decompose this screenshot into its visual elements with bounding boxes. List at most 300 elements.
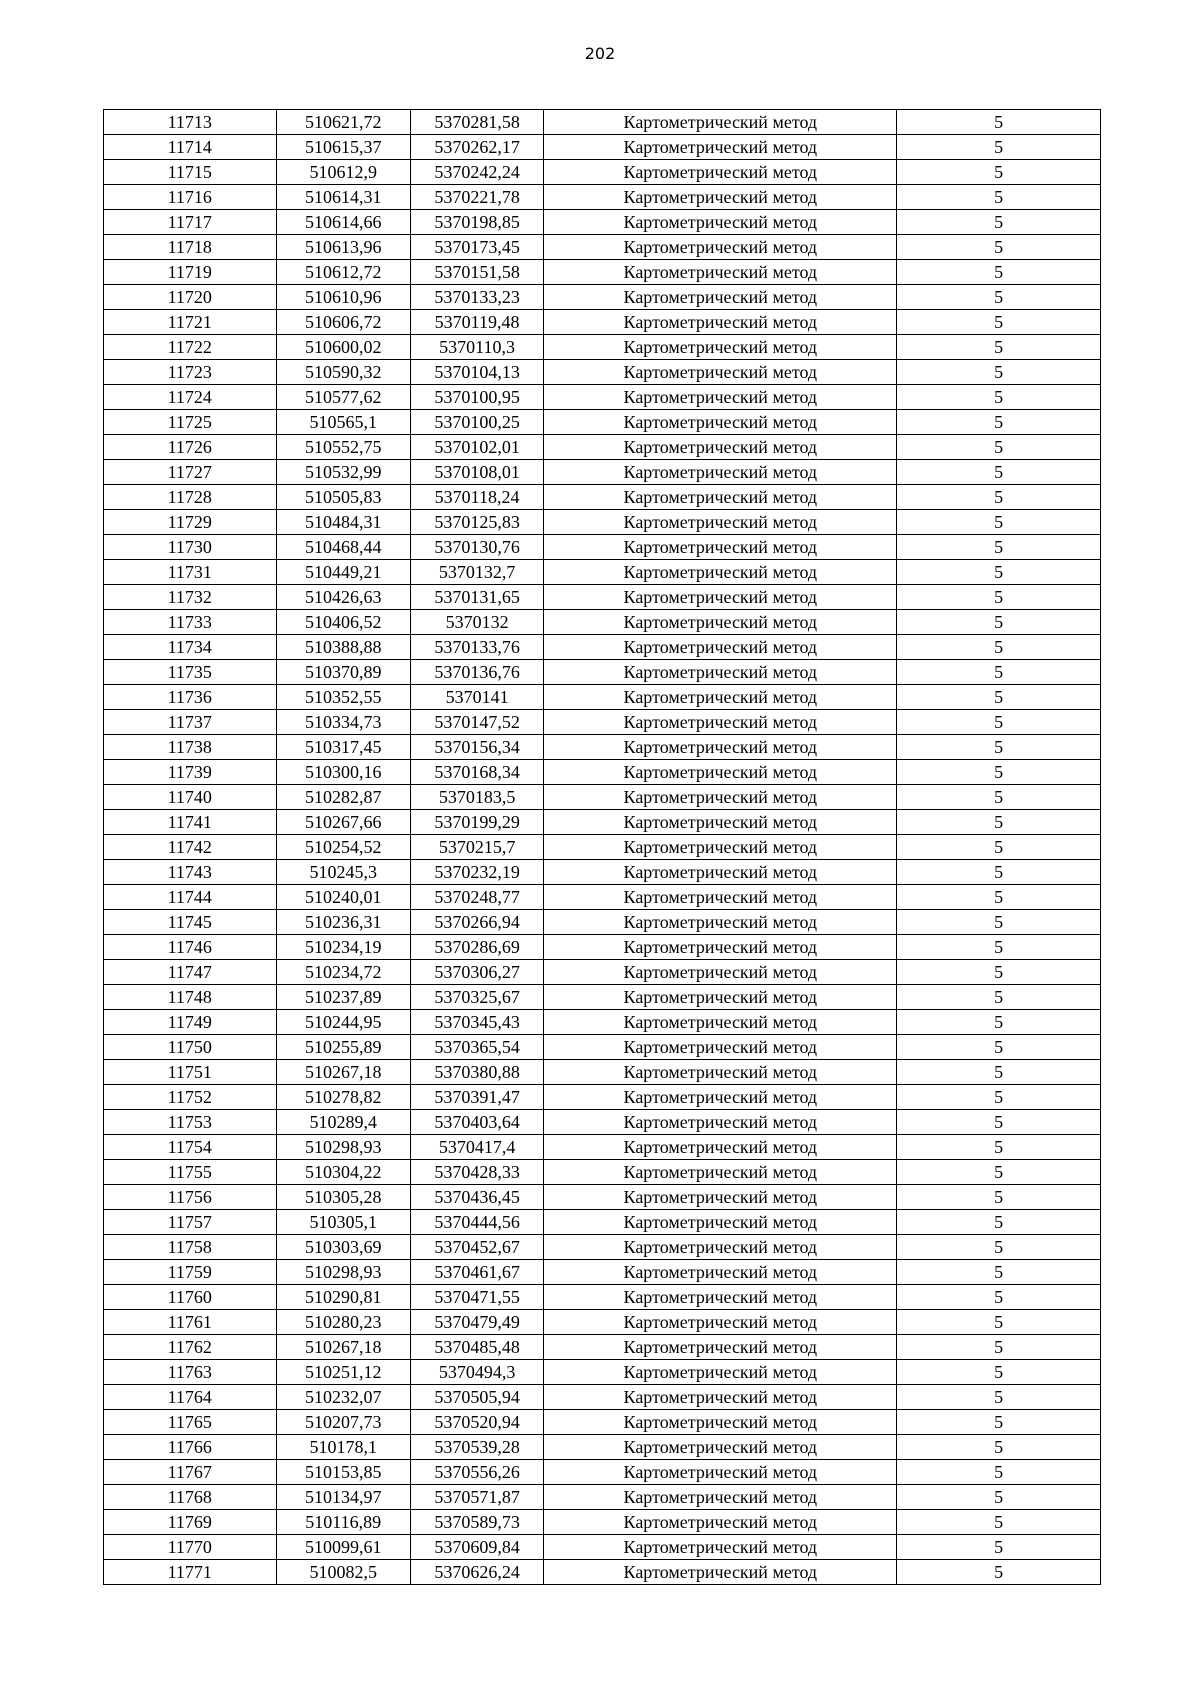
y-coordinate-cell: 5370215,7 (410, 835, 543, 860)
x-coordinate-cell: 510267,66 (276, 810, 410, 835)
x-coordinate-cell: 510304,22 (276, 1160, 410, 1185)
point-number-cell: 11728 (104, 485, 277, 510)
y-coordinate-cell: 5370345,43 (410, 1010, 543, 1035)
y-coordinate-cell: 5370147,52 (410, 710, 543, 735)
x-coordinate-cell: 510370,89 (276, 660, 410, 685)
accuracy-cell: 5 (897, 985, 1101, 1010)
y-coordinate-cell: 5370325,67 (410, 985, 543, 1010)
method-cell: Картометрический метод (544, 1510, 897, 1535)
table-row (104, 760, 1101, 785)
table-row (104, 110, 1101, 135)
method-cell: Картометрический метод (544, 835, 897, 860)
accuracy-cell: 5 (897, 1135, 1101, 1160)
x-coordinate-cell: 510267,18 (276, 1335, 410, 1360)
table-row (104, 1185, 1101, 1210)
point-number-cell: 11726 (104, 435, 277, 460)
x-coordinate-cell: 510590,32 (276, 360, 410, 385)
x-coordinate-cell: 510082,5 (276, 1560, 410, 1585)
y-coordinate-cell: 5370505,94 (410, 1385, 543, 1410)
point-number-cell: 11718 (104, 235, 277, 260)
y-coordinate-cell: 5370281,58 (410, 110, 543, 135)
y-coordinate-cell: 5370102,01 (410, 435, 543, 460)
table-row (104, 1135, 1101, 1160)
y-coordinate-cell: 5370130,76 (410, 535, 543, 560)
y-coordinate-cell: 5370104,13 (410, 360, 543, 385)
x-coordinate-cell: 510282,87 (276, 785, 410, 810)
method-cell: Картометрический метод (544, 935, 897, 960)
accuracy-cell: 5 (897, 1110, 1101, 1135)
y-coordinate-cell: 5370403,64 (410, 1110, 543, 1135)
y-coordinate-cell: 5370118,24 (410, 485, 543, 510)
point-number-cell: 11768 (104, 1485, 277, 1510)
accuracy-cell: 5 (897, 485, 1101, 510)
method-cell: Картометрический метод (544, 560, 897, 585)
method-cell: Картометрический метод (544, 1435, 897, 1460)
table-row (104, 1460, 1101, 1485)
accuracy-cell: 5 (897, 1485, 1101, 1510)
y-coordinate-cell: 5370444,56 (410, 1210, 543, 1235)
x-coordinate-cell: 510298,93 (276, 1135, 410, 1160)
point-number-cell: 11763 (104, 1360, 277, 1385)
y-coordinate-cell: 5370589,73 (410, 1510, 543, 1535)
point-number-cell: 11745 (104, 910, 277, 935)
table-row (104, 535, 1101, 560)
method-cell: Картометрический метод (544, 735, 897, 760)
point-number-cell: 11720 (104, 285, 277, 310)
y-coordinate-cell: 5370198,85 (410, 210, 543, 235)
x-coordinate-cell: 510565,1 (276, 410, 410, 435)
method-cell: Картометрический метод (544, 660, 897, 685)
point-number-cell: 11760 (104, 1285, 277, 1310)
y-coordinate-cell: 5370168,34 (410, 760, 543, 785)
table-row (104, 1535, 1101, 1560)
point-number-cell: 11737 (104, 710, 277, 735)
table-row (104, 485, 1101, 510)
x-coordinate-cell: 510099,61 (276, 1535, 410, 1560)
accuracy-cell: 5 (897, 1085, 1101, 1110)
method-cell: Картометрический метод (544, 710, 897, 735)
point-number-cell: 11721 (104, 310, 277, 335)
x-coordinate-cell: 510278,82 (276, 1085, 410, 1110)
method-cell: Картометрический метод (544, 260, 897, 285)
table-row (104, 1510, 1101, 1535)
x-coordinate-cell: 510406,52 (276, 610, 410, 635)
table-row (104, 1085, 1101, 1110)
point-number-cell: 11730 (104, 535, 277, 560)
accuracy-cell: 5 (897, 635, 1101, 660)
point-number-cell: 11753 (104, 1110, 277, 1135)
x-coordinate-cell: 510600,02 (276, 335, 410, 360)
table-row (104, 210, 1101, 235)
method-cell: Картометрический метод (544, 1210, 897, 1235)
table-row (104, 385, 1101, 410)
point-number-cell: 11722 (104, 335, 277, 360)
table-row (104, 1235, 1101, 1260)
method-cell: Картометрический метод (544, 160, 897, 185)
point-number-cell: 11729 (104, 510, 277, 535)
table-row (104, 1210, 1101, 1235)
accuracy-cell: 5 (897, 185, 1101, 210)
accuracy-cell: 5 (897, 1385, 1101, 1410)
y-coordinate-cell: 5370380,88 (410, 1060, 543, 1085)
x-coordinate-cell: 510240,01 (276, 885, 410, 910)
x-coordinate-cell: 510234,19 (276, 935, 410, 960)
method-cell: Картометрический метод (544, 985, 897, 1010)
y-coordinate-cell: 5370262,17 (410, 135, 543, 160)
point-number-cell: 11715 (104, 160, 277, 185)
x-coordinate-cell: 510615,37 (276, 135, 410, 160)
method-cell: Картометрический метод (544, 860, 897, 885)
x-coordinate-cell: 510300,16 (276, 760, 410, 785)
y-coordinate-cell: 5370151,58 (410, 260, 543, 285)
accuracy-cell: 5 (897, 160, 1101, 185)
x-coordinate-cell: 510178,1 (276, 1435, 410, 1460)
table-row (104, 260, 1101, 285)
y-coordinate-cell: 5370100,25 (410, 410, 543, 435)
y-coordinate-cell: 5370609,84 (410, 1535, 543, 1560)
method-cell: Картометрический метод (544, 1285, 897, 1310)
y-coordinate-cell: 5370133,23 (410, 285, 543, 310)
accuracy-cell: 5 (897, 660, 1101, 685)
point-number-cell: 11767 (104, 1460, 277, 1485)
table-row (104, 410, 1101, 435)
table-row (104, 810, 1101, 835)
method-cell: Картометрический метод (544, 635, 897, 660)
point-number-cell: 11771 (104, 1560, 277, 1585)
accuracy-cell: 5 (897, 235, 1101, 260)
x-coordinate-cell: 510289,4 (276, 1110, 410, 1135)
y-coordinate-cell: 5370156,34 (410, 735, 543, 760)
table-row (104, 185, 1101, 210)
table-row (104, 935, 1101, 960)
table-row (104, 1035, 1101, 1060)
method-cell: Картометрический метод (544, 135, 897, 160)
accuracy-cell: 5 (897, 1285, 1101, 1310)
point-number-cell: 11738 (104, 735, 277, 760)
method-cell: Картометрический метод (544, 960, 897, 985)
y-coordinate-cell: 5370199,29 (410, 810, 543, 835)
accuracy-cell: 5 (897, 735, 1101, 760)
accuracy-cell: 5 (897, 1335, 1101, 1360)
table-row (104, 860, 1101, 885)
point-number-cell: 11764 (104, 1385, 277, 1410)
point-number-cell: 11742 (104, 835, 277, 860)
point-number-cell: 11716 (104, 185, 277, 210)
point-number-cell: 11749 (104, 1010, 277, 1035)
method-cell: Картометрический метод (544, 110, 897, 135)
y-coordinate-cell: 5370108,01 (410, 460, 543, 485)
y-coordinate-cell: 5370494,3 (410, 1360, 543, 1385)
table-row (104, 635, 1101, 660)
y-coordinate-cell: 5370556,26 (410, 1460, 543, 1485)
method-cell: Картометрический метод (544, 510, 897, 535)
method-cell: Картометрический метод (544, 810, 897, 835)
y-coordinate-cell: 5370100,95 (410, 385, 543, 410)
x-coordinate-cell: 510237,89 (276, 985, 410, 1010)
x-coordinate-cell: 510267,18 (276, 1060, 410, 1085)
point-number-cell: 11757 (104, 1210, 277, 1235)
x-coordinate-cell: 510116,89 (276, 1510, 410, 1535)
table-row (104, 135, 1101, 160)
x-coordinate-cell: 510134,97 (276, 1485, 410, 1510)
y-coordinate-cell: 5370132,7 (410, 560, 543, 585)
table-row (104, 1110, 1101, 1135)
x-coordinate-cell: 510207,73 (276, 1410, 410, 1435)
method-cell: Картометрический метод (544, 1235, 897, 1260)
accuracy-cell: 5 (897, 1260, 1101, 1285)
method-cell: Картометрический метод (544, 335, 897, 360)
coordinates-table-body (104, 110, 1101, 1585)
accuracy-cell: 5 (897, 685, 1101, 710)
point-number-cell: 11770 (104, 1535, 277, 1560)
table-row (104, 1335, 1101, 1360)
y-coordinate-cell: 5370471,55 (410, 1285, 543, 1310)
method-cell: Картометрический метод (544, 1485, 897, 1510)
accuracy-cell: 5 (897, 785, 1101, 810)
accuracy-cell: 5 (897, 1535, 1101, 1560)
x-coordinate-cell: 510280,23 (276, 1310, 410, 1335)
y-coordinate-cell: 5370221,78 (410, 185, 543, 210)
method-cell: Картометрический метод (544, 1335, 897, 1360)
point-number-cell: 11735 (104, 660, 277, 685)
y-coordinate-cell: 5370125,83 (410, 510, 543, 535)
point-number-cell: 11734 (104, 635, 277, 660)
y-coordinate-cell: 5370110,3 (410, 335, 543, 360)
y-coordinate-cell: 5370173,45 (410, 235, 543, 260)
table-row (104, 610, 1101, 635)
method-cell: Картометрический метод (544, 1185, 897, 1210)
accuracy-cell: 5 (897, 610, 1101, 635)
table-row (104, 960, 1101, 985)
method-cell: Картометрический метод (544, 1160, 897, 1185)
accuracy-cell: 5 (897, 1360, 1101, 1385)
point-number-cell: 11759 (104, 1260, 277, 1285)
table-row (104, 1560, 1101, 1585)
y-coordinate-cell: 5370452,67 (410, 1235, 543, 1260)
x-coordinate-cell: 510153,85 (276, 1460, 410, 1485)
point-number-cell: 11731 (104, 560, 277, 585)
point-number-cell: 11723 (104, 360, 277, 385)
table-row (104, 435, 1101, 460)
method-cell: Картометрический метод (544, 460, 897, 485)
coordinates-table (103, 109, 1101, 1585)
x-coordinate-cell: 510334,73 (276, 710, 410, 735)
point-number-cell: 11713 (104, 110, 277, 135)
y-coordinate-cell: 5370286,69 (410, 935, 543, 960)
accuracy-cell: 5 (897, 1435, 1101, 1460)
table-row (104, 1010, 1101, 1035)
point-number-cell: 11748 (104, 985, 277, 1010)
x-coordinate-cell: 510426,63 (276, 585, 410, 610)
accuracy-cell: 5 (897, 210, 1101, 235)
y-coordinate-cell: 5370119,48 (410, 310, 543, 335)
point-number-cell: 11765 (104, 1410, 277, 1435)
method-cell: Картометрический метод (544, 1110, 897, 1135)
table-row (104, 235, 1101, 260)
x-coordinate-cell: 510254,52 (276, 835, 410, 860)
accuracy-cell: 5 (897, 285, 1101, 310)
point-number-cell: 11752 (104, 1085, 277, 1110)
point-number-cell: 11733 (104, 610, 277, 635)
method-cell: Картометрический метод (544, 1385, 897, 1410)
x-coordinate-cell: 510290,81 (276, 1285, 410, 1310)
x-coordinate-cell: 510244,95 (276, 1010, 410, 1035)
accuracy-cell: 5 (897, 1035, 1101, 1060)
table-row (104, 310, 1101, 335)
accuracy-cell: 5 (897, 1410, 1101, 1435)
point-number-cell: 11758 (104, 1235, 277, 1260)
method-cell: Картометрический метод (544, 360, 897, 385)
y-coordinate-cell: 5370183,5 (410, 785, 543, 810)
accuracy-cell: 5 (897, 760, 1101, 785)
x-coordinate-cell: 510610,96 (276, 285, 410, 310)
table-row (104, 710, 1101, 735)
method-cell: Картометрический метод (544, 1535, 897, 1560)
table-row (104, 685, 1101, 710)
table-row (104, 285, 1101, 310)
method-cell: Картометрический метод (544, 385, 897, 410)
x-coordinate-cell: 510234,72 (276, 960, 410, 985)
x-coordinate-cell: 510298,93 (276, 1260, 410, 1285)
y-coordinate-cell: 5370391,47 (410, 1085, 543, 1110)
table-row (104, 585, 1101, 610)
x-coordinate-cell: 510245,3 (276, 860, 410, 885)
point-number-cell: 11719 (104, 260, 277, 285)
table-row (104, 910, 1101, 935)
table-row (104, 1360, 1101, 1385)
point-number-cell: 11750 (104, 1035, 277, 1060)
x-coordinate-cell: 510449,21 (276, 560, 410, 585)
method-cell: Картометрический метод (544, 285, 897, 310)
y-coordinate-cell: 5370136,76 (410, 660, 543, 685)
x-coordinate-cell: 510577,62 (276, 385, 410, 410)
x-coordinate-cell: 510613,96 (276, 235, 410, 260)
y-coordinate-cell: 5370485,48 (410, 1335, 543, 1360)
x-coordinate-cell: 510305,1 (276, 1210, 410, 1235)
method-cell: Картометрический метод (544, 1260, 897, 1285)
point-number-cell: 11744 (104, 885, 277, 910)
accuracy-cell: 5 (897, 1510, 1101, 1535)
x-coordinate-cell: 510621,72 (276, 110, 410, 135)
accuracy-cell: 5 (897, 1160, 1101, 1185)
accuracy-cell: 5 (897, 1185, 1101, 1210)
method-cell: Картометрический метод (544, 685, 897, 710)
method-cell: Картометрический метод (544, 1310, 897, 1335)
accuracy-cell: 5 (897, 1310, 1101, 1335)
method-cell: Картометрический метод (544, 1085, 897, 1110)
x-coordinate-cell: 510468,44 (276, 535, 410, 560)
table-row (104, 510, 1101, 535)
table-row (104, 360, 1101, 385)
point-number-cell: 11739 (104, 760, 277, 785)
method-cell: Картометрический метод (544, 1460, 897, 1485)
method-cell: Картометрический метод (544, 610, 897, 635)
method-cell: Картометрический метод (544, 910, 897, 935)
x-coordinate-cell: 510552,75 (276, 435, 410, 460)
table-row (104, 460, 1101, 485)
table-row (104, 1160, 1101, 1185)
point-number-cell: 11746 (104, 935, 277, 960)
accuracy-cell: 5 (897, 535, 1101, 560)
y-coordinate-cell: 5370520,94 (410, 1410, 543, 1435)
y-coordinate-cell: 5370266,94 (410, 910, 543, 935)
y-coordinate-cell: 5370365,54 (410, 1035, 543, 1060)
x-coordinate-cell: 510255,89 (276, 1035, 410, 1060)
point-number-cell: 11766 (104, 1435, 277, 1460)
point-number-cell: 11736 (104, 685, 277, 710)
method-cell: Картометрический метод (544, 1360, 897, 1385)
table-row (104, 1410, 1101, 1435)
x-coordinate-cell: 510305,28 (276, 1185, 410, 1210)
x-coordinate-cell: 510612,9 (276, 160, 410, 185)
table-row (104, 1260, 1101, 1285)
x-coordinate-cell: 510614,31 (276, 185, 410, 210)
table-row (104, 1385, 1101, 1410)
table-row (104, 1060, 1101, 1085)
y-coordinate-cell: 5370133,76 (410, 635, 543, 660)
accuracy-cell: 5 (897, 260, 1101, 285)
accuracy-cell: 5 (897, 835, 1101, 860)
point-number-cell: 11725 (104, 410, 277, 435)
method-cell: Картометрический метод (544, 535, 897, 560)
y-coordinate-cell: 5370626,24 (410, 1560, 543, 1585)
accuracy-cell: 5 (897, 860, 1101, 885)
table-row (104, 835, 1101, 860)
y-coordinate-cell: 5370571,87 (410, 1485, 543, 1510)
method-cell: Картометрический метод (544, 1135, 897, 1160)
method-cell: Картометрический метод (544, 885, 897, 910)
accuracy-cell: 5 (897, 810, 1101, 835)
x-coordinate-cell: 510232,07 (276, 1385, 410, 1410)
x-coordinate-cell: 510612,72 (276, 260, 410, 285)
accuracy-cell: 5 (897, 1560, 1101, 1585)
table-row (104, 660, 1101, 685)
table-row (104, 735, 1101, 760)
accuracy-cell: 5 (897, 1010, 1101, 1035)
table-row (104, 985, 1101, 1010)
accuracy-cell: 5 (897, 1060, 1101, 1085)
accuracy-cell: 5 (897, 335, 1101, 360)
y-coordinate-cell: 5370479,49 (410, 1310, 543, 1335)
accuracy-cell: 5 (897, 310, 1101, 335)
method-cell: Картометрический метод (544, 760, 897, 785)
x-coordinate-cell: 510303,69 (276, 1235, 410, 1260)
accuracy-cell: 5 (897, 410, 1101, 435)
accuracy-cell: 5 (897, 710, 1101, 735)
page-number: 202 (584, 44, 616, 63)
point-number-cell: 11762 (104, 1335, 277, 1360)
method-cell: Картометрический метод (544, 435, 897, 460)
point-number-cell: 11747 (104, 960, 277, 985)
point-number-cell: 11724 (104, 385, 277, 410)
point-number-cell: 11740 (104, 785, 277, 810)
x-coordinate-cell: 510614,66 (276, 210, 410, 235)
y-coordinate-cell: 5370306,27 (410, 960, 543, 985)
y-coordinate-cell: 5370428,33 (410, 1160, 543, 1185)
table-row (104, 160, 1101, 185)
accuracy-cell: 5 (897, 385, 1101, 410)
table-row (104, 1310, 1101, 1335)
x-coordinate-cell: 510484,31 (276, 510, 410, 535)
method-cell: Картометрический метод (544, 185, 897, 210)
y-coordinate-cell: 5370131,65 (410, 585, 543, 610)
accuracy-cell: 5 (897, 585, 1101, 610)
y-coordinate-cell: 5370539,28 (410, 1435, 543, 1460)
method-cell: Картометрический метод (544, 1035, 897, 1060)
accuracy-cell: 5 (897, 110, 1101, 135)
point-number-cell: 11755 (104, 1160, 277, 1185)
table-row (104, 885, 1101, 910)
